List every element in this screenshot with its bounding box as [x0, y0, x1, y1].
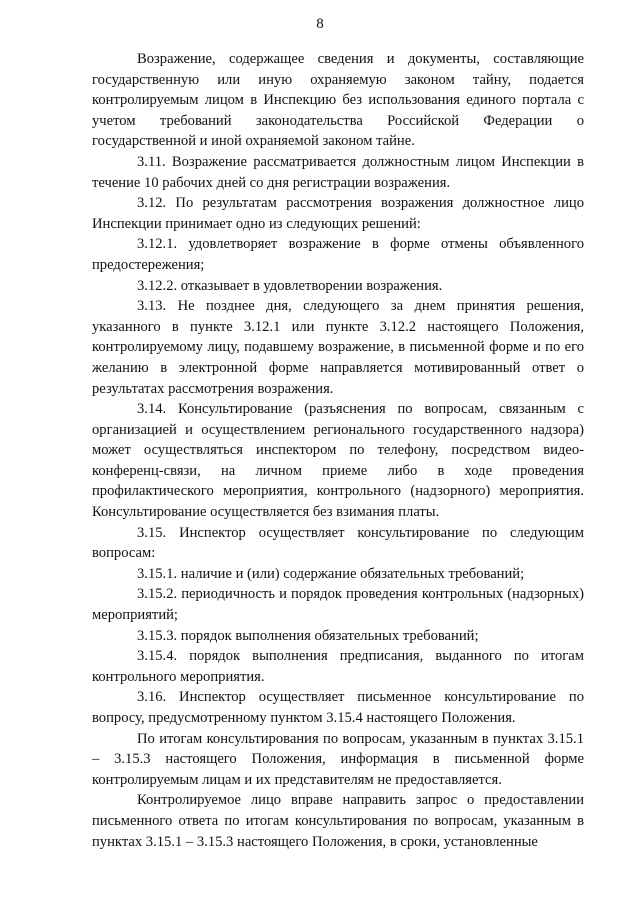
paragraph-3-15: 3.15. Инспектор осуществляет консультирование по следующим вопросам: [92, 524, 584, 562]
paragraph-3-12-2: 3.12.2. отказывает в удовлетворении возражения. [137, 277, 443, 294]
paragraph-consultation-results: По итогам консультирования по вопросам, указанным в пунктах 3.15.1 – 3.15.3 настоящего Положения, информация в письменной форме контролируемым лицам и их представителям не предоставляется. [92, 730, 584, 788]
paragraph-3-12: 3.12. По результатам рассмотрения возражения должностное лицо Инспекции принимает одно из следующих решений: [92, 195, 584, 232]
paragraph-3-15-3: 3.15.3. порядок выполнения обязательных требований; [137, 627, 479, 644]
paragraph-written-request: Контролируемое лицо вправе направить запрос о предоставлении письменного ответа по итогам консультирования по вопросам, указанным в пунктах 3.15.1 – 3.15.3 настоящего Положения, в сроки, установленные [92, 792, 584, 850]
page-number: 8 [316, 16, 324, 32]
paragraph-3-15-2: 3.15.2. периодичность и порядок проведения контрольных (надзорных) мероприятий; [92, 586, 584, 624]
paragraph-3-16: 3.16. Инспектор осуществляет письменное консультирование по вопросу, предусмотренному пунктом 3.15.4 настоящего Положения. [92, 689, 584, 726]
paragraph-3-11: 3.11. Возражение рассматривается должностным лицом Инспекции в течение 10 рабочих дней со дня регистрации возражения. [92, 153, 584, 191]
paragraph-3-13: 3.13. Не позднее дня, следующего за днем принятия решения, указанного в пункте 3.12.1 или пункте 3.12.2 настоящего Положения, контролируемому лицу, подавшему возражение, в письменной форме и по его желанию в электронной форме направляется мотивированный ответ о результатах рассмотрения возражения. [92, 298, 584, 397]
paragraph-objection-secret: Возражение, содержащее сведения и документы, составляющие государственную или иную охраняемую законом тайну, подается контролируемым лицом в Инспекцию без использования единого портала с учетом требований законодательства Российской Федерации о государственной и иной охраняемой законом тайне. [92, 51, 584, 150]
paragraph-3-15-4: 3.15.4. порядок выполнения предписания, выданного по итогам контрольного мероприятия. [92, 648, 584, 685]
paragraph-3-15-1: 3.15.1. наличие и (или) содержание обязательных требований; [137, 565, 525, 582]
paragraph-3-12-1: 3.12.1. удовлетворяет возражение в форме отмены объявленного предостережения; [92, 236, 584, 273]
document-body [92, 49, 584, 852]
paragraph-3-14: 3.14. Консультирование (разъяснения по вопросам, связанным с организацией и осуществлением регионального государственного надзора) может осуществляться инспектором по телефону, посредством видео-конференц-связи, на личном приеме либо в ходе проведения профилактического мероприятия, контрольного (надзорного) мероприятия. Консультирование осуществляется без взимания платы. [92, 401, 584, 521]
